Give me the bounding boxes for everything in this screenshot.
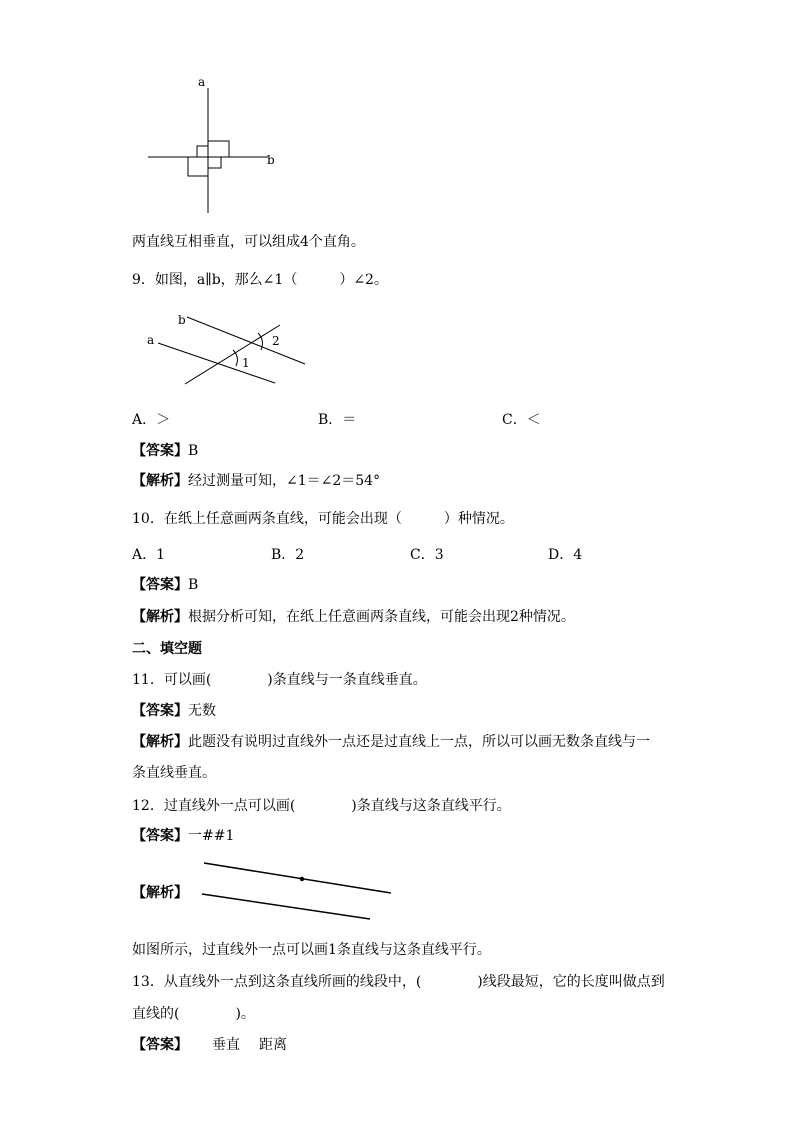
q9-analysis xyxy=(132,472,380,490)
q11-analysis-line2: 条直线垂直。 xyxy=(132,765,216,781)
right-angle-mark-2 xyxy=(197,146,208,157)
line-a xyxy=(158,343,275,383)
answer-tag: 【答案】 xyxy=(132,577,188,593)
right-angle-mark-3 xyxy=(188,157,208,176)
q10-answer xyxy=(132,576,198,594)
q10-question: 10．在纸上任意画两条直线，可能会出现（ ）种情况。 xyxy=(132,511,514,527)
q12-analysis-tag: 【解析】 xyxy=(132,885,188,901)
analysis-tag: 【解析】 xyxy=(132,473,188,489)
parallel-lines-figure xyxy=(200,858,400,928)
point-outside-line xyxy=(300,877,304,881)
label-a: a xyxy=(147,333,155,347)
q9-answer xyxy=(132,442,198,460)
transversal xyxy=(185,325,280,384)
answer-value: B xyxy=(188,577,199,593)
analysis-tag: 【解析】 xyxy=(132,734,188,750)
q9-option-a: A．＞ xyxy=(132,412,171,428)
perpendicular-figure xyxy=(140,70,290,220)
answer-value-1: 垂直 xyxy=(212,1037,240,1053)
parallel-line-bottom xyxy=(202,894,370,919)
q10-option-c: C．3 xyxy=(410,547,444,563)
q12-answer xyxy=(132,827,234,845)
analysis-tag: 【解析】 xyxy=(132,609,188,625)
label-b: b xyxy=(267,153,275,167)
right-angle-mark-4 xyxy=(208,157,221,168)
parallel-line-top xyxy=(204,863,391,893)
answer-value-2: 距离 xyxy=(259,1037,287,1053)
q10-option-b: B．2 xyxy=(271,547,305,563)
answer-tag: 【答案】 xyxy=(132,1037,188,1053)
q13-answer xyxy=(132,1036,287,1054)
analysis-text: 经过测量可知，∠1＝∠2＝54° xyxy=(188,473,381,489)
q11-question: 11．可以画( )条直线与一条直线垂直。 xyxy=(132,672,427,688)
answer-tag: 【答案】 xyxy=(132,703,188,719)
q12-question: 12．过直线外一点可以画( )条直线与这条直线平行。 xyxy=(132,798,511,814)
answer-value: 无数 xyxy=(188,703,216,719)
answer-tag: 【答案】 xyxy=(132,828,188,844)
angle2-arc xyxy=(258,333,262,350)
answer-value: B xyxy=(188,443,199,459)
q9-option-c: C．＜ xyxy=(502,412,541,428)
right-angle-mark-1 xyxy=(208,141,229,157)
q13-question-line1: 13．从直线外一点到这条直线所画的线段中，( )线段最短，它的长度叫做点到 xyxy=(132,974,665,990)
section-title: 二、填空题 xyxy=(132,641,202,657)
label-a: a xyxy=(198,75,206,89)
answer-tag: 【答案】 xyxy=(132,443,188,459)
q9-option-b: B．＝ xyxy=(318,412,357,428)
q11-analysis-line1 xyxy=(132,733,650,751)
fig8-caption: 两直线互相垂直，可以组成4个直角。 xyxy=(132,234,365,250)
q10-option-d: D．4 xyxy=(548,547,583,563)
label-b: b xyxy=(178,313,186,327)
q10-analysis xyxy=(132,608,575,626)
parallel-angle-figure xyxy=(145,310,315,390)
q11-answer xyxy=(132,702,216,720)
q9-question: 9．如图，a∥b，那么∠1（ ）∠2。 xyxy=(132,272,388,288)
q12-caption: 如图所示，过直线外一点可以画1条直线与这条直线平行。 xyxy=(132,942,491,958)
angle1-label: 1 xyxy=(242,356,250,370)
answer-value: 一##1 xyxy=(188,828,235,844)
q13-question-line2: 直线的( )。 xyxy=(132,1006,255,1022)
analysis-text: 根据分析可知，在纸上任意画两条直线，可能会出现2种情况。 xyxy=(188,609,575,625)
analysis-text: 此题没有说明过直线外一点还是过直线上一点，所以可以画无数条直线与一 xyxy=(188,734,650,750)
q10-option-a: A．1 xyxy=(132,547,166,563)
angle2-label: 2 xyxy=(272,334,280,348)
